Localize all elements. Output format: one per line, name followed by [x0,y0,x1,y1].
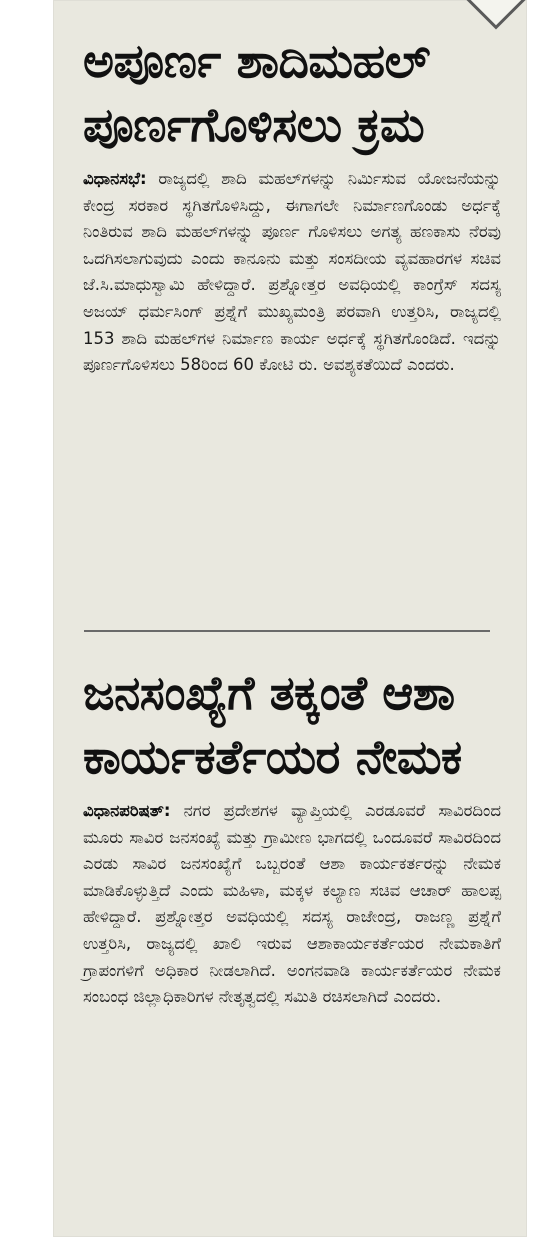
article-shadi-mahal [83,30,501,379]
article-dateline: ವಿಧಾನಪರಿಷತ್: [83,801,171,820]
article-divider [84,630,490,632]
headline-line-1: ಜನಸಂಖ್ಯೆಗೆ ತಕ್ಕಂತೆ ಆಶಾ [83,666,455,721]
newspaper-clipping [53,0,527,1237]
article-text: ರಾಜ್ಯದಲ್ಲಿ ಶಾದಿ ಮಹಲ್‌ಗಳನ್ನು ನಿರ್ಮಿಸುವ ಯೋಜನೆಯನ್ನು ಕೇಂದ್ರ ಸರಕಾರ ಸ್ಥಗಿತಗೊಳಿಸಿದ್ದು, ಈಗಾಗಲೇ ನಿರ್ಮಾಣಗೊಂಡು ಅರ್ಧಕ್ಕೆ ನಿಂತಿರುವ ಶಾದಿ ಮಹಲ್‌ಗಳನ್ನು ಪೂರ್ಣ ಗೊಳಿಸಲು ಅಗತ್ಯ ಹಣಕಾಸು ನೆರವು ಒದಗಿಸಲಾಗುವುದು ಎಂದು ಕಾನೂನು ಮತ್ತು ಸಂಸದೀಯ ವ್ಯವಹಾರಗಳ ಸಚಿವ ಜೆ.ಸಿ.ಮಾಧುಸ್ವಾಮಿ ಹೇಳಿದ್ದಾರೆ. ಪ್ರಶ್ನೋತ್ತರ ಅವಧಿಯಲ್ಲಿ ಕಾಂಗ್ರೆಸ್ ಸದಸ್ಯ ಅಜಯ್ ಧರ್ಮಸಿಂಗ್ ಪ್ರಶ್ನೆಗೆ ಮುಖ್ಯಮಂತ್ರಿ ಪರವಾಗಿ ಉತ್ತರಿಸಿ, ರಾಜ್ಯದಲ್ಲಿ 153 ಶಾದಿ ಮಹಲ್‌ಗಳ ನಿರ್ಮಾಣ ಕಾರ್ಯ ಅರ್ಧಕ್ಕೆ ಸ್ಥಗಿತಗೊಂಡಿದೆ. ಇದನ್ನು ಪೂರ್ಣಗೊಳಿಸಲು 58ರಿಂದ 60 ಕೋಟಿ ರು. ಅವಶ್ಯಕತೆಯಿದೆ ಎಂದರು. [83,169,501,375]
article-asha-workers [83,662,501,1011]
headline-line-2: ಪೂರ್ಣಗೊಳಿಸಲು ಕ್ರಮ [83,98,425,153]
corner-badge-icon [463,0,528,30]
headline-line-2: ಕಾರ್ಯಕರ್ತೆಯರ ನೇಮಕ [83,730,462,785]
article-dateline: ವಿಧಾನಸಭೆ: [83,169,147,188]
headline-line-1: ಅಪೂರ್ಣ ಶಾದಿಮಹಲ್ [83,34,430,89]
article-body [83,166,501,379]
article-headline [83,662,501,790]
article-headline [83,30,501,158]
article-text: ನಗರ ಪ್ರದೇಶಗಳ ವ್ಯಾಪ್ತಿಯಲ್ಲಿ ಎರಡೂವರೆ ಸಾವಿರದಿಂದ ಮೂರು ಸಾವಿರ ಜನಸಂಖ್ಯೆ ಮತ್ತು ಗ್ರಾಮೀಣ ಭಾಗದಲ್ಲಿ ಒಂದೂವರೆ ಸಾವಿರದಿಂದ ಎರಡು ಸಾವಿರ ಜನಸಂಖ್ಯೆಗೆ ಒಬ್ಬರಂತೆ ಆಶಾ ಕಾರ್ಯಕರ್ತರನ್ನು ನೇಮಕ ಮಾಡಿಕೊಳ್ಳುತ್ತಿದೆ ಎಂದು ಮಹಿಳಾ, ಮಕ್ಕಳ ಕಲ್ಯಾಣ ಸಚಿವ ಆಚಾರ್ ಹಾಲಪ್ಪ ಹೇಳಿದ್ದಾರೆ. ಪ್ರಶ್ನೋತ್ತರ ಅವಧಿಯಲ್ಲಿ ಸದಸ್ಯ ರಾಜೇಂದ್ರ, ರಾಜಣ್ಣ ಪ್ರಶ್ನೆಗೆ ಉತ್ತರಿಸಿ, ರಾಜ್ಯದಲ್ಲಿ ಖಾಲಿ ಇರುವ ಆಶಾಕಾರ್ಯಕರ್ತೆಯರ ನೇಮಕಾತಿಗೆ ಗ್ರಾಪಂಗಳಿಗೆ ಅಧಿಕಾರ ನೀಡಲಾಗಿದೆ. ಅಂಗನವಾಡಿ ಕಾರ್ಯಕರ್ತೆಯರ ನೇಮಕ ಸಂಬಂಧ ಜಿಲ್ಲಾಧಿಕಾರಿಗಳ ನೇತೃತ್ವದಲ್ಲಿ ಸಮಿತಿ ರಚಿಸಲಾಗಿದೆ ಎಂದರು. [83,801,501,1007]
article-body [83,798,501,1011]
